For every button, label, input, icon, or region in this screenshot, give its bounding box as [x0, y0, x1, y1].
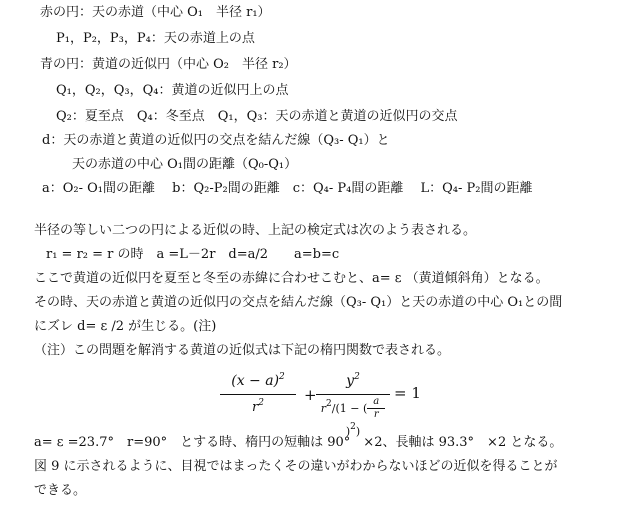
paragraph-line-3: ここで黄道の近似円を夏至と冬至の赤緯に合わせこむと、a= ε （黄道傾斜角）となる。	[34, 271, 549, 286]
note-line: （注）この問題を解消する黄道の近似式は下記の楕円関数で表される。	[34, 343, 451, 358]
conclusion-line-1: 図 9 に示されるように、目視ではまったくその違いがわからないほどの近似を得ることが	[34, 459, 558, 474]
paragraph-line-1: 半径の等しい二つの円による近似の時、上記の検定式は次のよう表される。	[34, 223, 477, 238]
equation-plus: +	[304, 386, 317, 404]
paragraph-line-5: にズレ d= ε /2 が生じる。(注)	[34, 319, 217, 334]
equation-rhs: = 1	[394, 384, 421, 402]
paragraph-line-2: r₁ = r₂ = r の時 a =L－2r d=a/2 a=b=c	[46, 247, 340, 262]
ellipse-equation	[216, 372, 446, 438]
result-line: a= ε =23.7° r=90° とする時、楕円の短軸は 90° ×2、長軸は 93.3° ×2 となる。	[34, 435, 563, 450]
legend-line-p-points: P₁，P₂，P₃，P₄：天の赤道上の点	[56, 31, 255, 46]
equation-term-1: $(x - a)^2$ $r^2$	[220, 372, 296, 422]
legend-line-q-points: Q₁，Q₂，Q₃，Q₄：黄道の近似円上の点	[56, 83, 289, 98]
paragraph-line-4: その時、天の赤道と黄道の近似円の交点を結んだ線（Q₃- Q₁）と天の赤道の中心 O₁との間	[34, 295, 563, 310]
equation-term-2: $y^2$ $r^2/(1$ − ( $\frac{a}{r}$ )$^2$)	[316, 372, 390, 422]
legend-line-d-definition: d：天の赤道と黄道の近似円の交点を結んだ線（Q₃- Q₁）と	[42, 133, 390, 148]
conclusion-line-2: できる。	[34, 483, 87, 498]
legend-line-d-definition-cont: 天の赤道の中心 O₁間の距離（Q₀-Q₁）	[72, 157, 298, 172]
legend-line-red-circle: 赤の円：天の赤道（中心 O₁ 半径 r₁）	[40, 5, 271, 20]
legend-line-blue-circle: 青の円：黄道の近似円（中心 O₂ 半径 r₂）	[40, 57, 297, 72]
legend-line-solstice-points: Q₂：夏至点 Q₄：冬至点 Q₁，Q₃：天の赤道と黄道の近似円の交点	[56, 109, 458, 124]
equation-inner-fraction: $\frac{a}{r}$	[367, 396, 385, 422]
legend-line-distances: a：O₂- O₁間の距離 b：Q₂-P₂間の距離 c：Q₄- P₄間の距離 L：Q₄- P₂間の距離	[42, 181, 533, 196]
